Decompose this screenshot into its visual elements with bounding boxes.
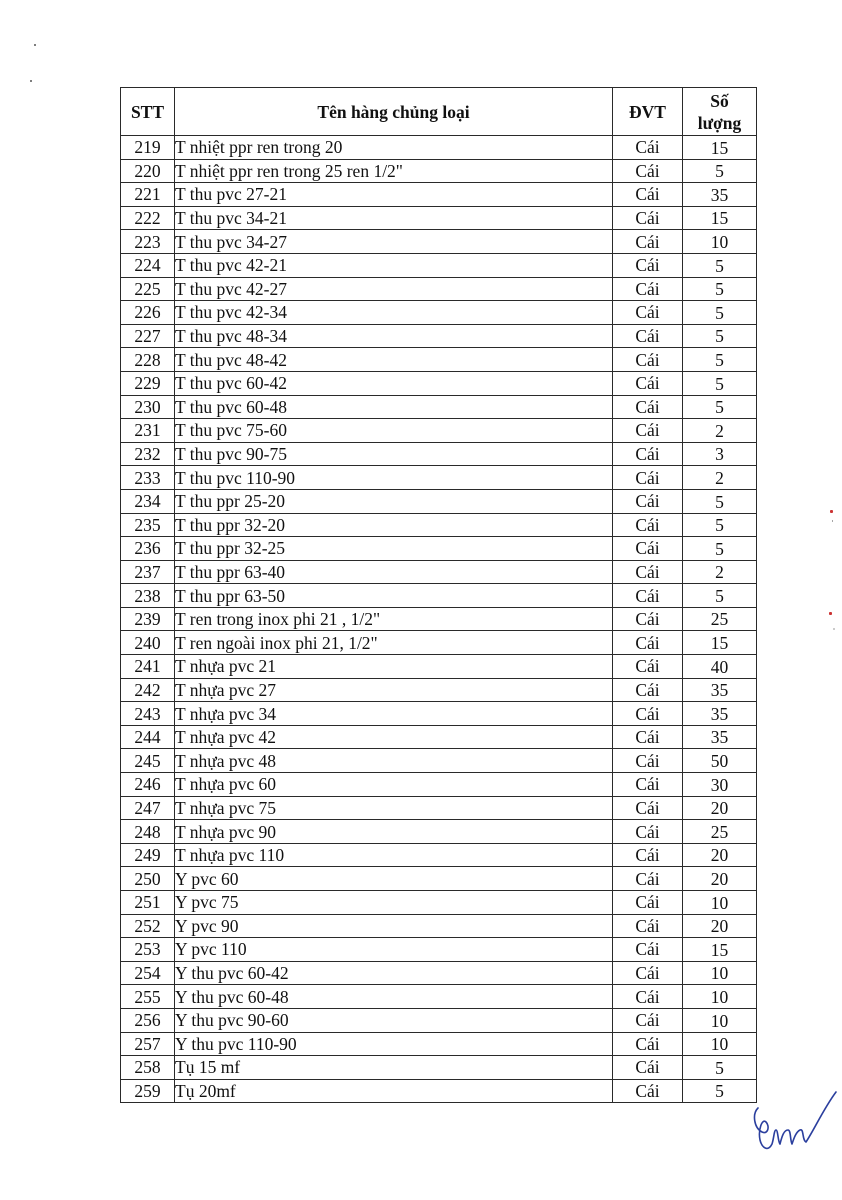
row-unit: Cái xyxy=(613,773,683,797)
table-row xyxy=(121,749,757,773)
table-row xyxy=(121,631,757,655)
row-stt: 257 xyxy=(121,1032,175,1056)
table-row xyxy=(121,702,757,726)
row-stt: 245 xyxy=(121,749,175,773)
row-stt: 258 xyxy=(121,1056,175,1080)
row-stt: 222 xyxy=(121,206,175,230)
row-item-name: Y thu pvc 60-48 xyxy=(175,985,613,1009)
scan-edge-mark xyxy=(830,510,833,513)
scan-edge-mark xyxy=(829,612,832,615)
row-unit: Cái xyxy=(613,631,683,655)
header-quantity-line1: Số xyxy=(710,90,729,111)
row-item-name: T thu pvc 34-27 xyxy=(175,230,613,254)
row-unit: Cái xyxy=(613,301,683,325)
row-quantity: 2 xyxy=(683,419,757,443)
row-item-name: T thu pvc 42-34 xyxy=(175,301,613,325)
row-item-name: T nhiệt ppr ren trong 20 xyxy=(175,136,613,160)
goods-table-header xyxy=(121,88,757,136)
table-row xyxy=(121,655,757,679)
row-stt: 227 xyxy=(121,324,175,348)
row-unit: Cái xyxy=(613,867,683,891)
row-item-name: T nhựa pvc 110 xyxy=(175,843,613,867)
row-item-name: T nhựa pvc 75 xyxy=(175,796,613,820)
row-unit: Cái xyxy=(613,891,683,915)
row-stt: 243 xyxy=(121,702,175,726)
scan-edge-mark xyxy=(833,628,835,630)
row-item-name: T nhựa pvc 21 xyxy=(175,655,613,679)
table-row xyxy=(121,820,757,844)
row-item-name: T nhiệt ppr ren trong 25 ren 1/2" xyxy=(175,159,613,183)
row-quantity: 5 xyxy=(683,371,757,395)
table-row xyxy=(121,867,757,891)
row-item-name: Y pvc 110 xyxy=(175,938,613,962)
row-item-name: T nhựa pvc 34 xyxy=(175,702,613,726)
row-stt: 256 xyxy=(121,1008,175,1032)
table-row xyxy=(121,1032,757,1056)
row-unit: Cái xyxy=(613,371,683,395)
row-quantity: 2 xyxy=(683,466,757,490)
table-row xyxy=(121,796,757,820)
row-item-name: T thu ppr 63-50 xyxy=(175,584,613,608)
row-item-name: T thu pvc 42-27 xyxy=(175,277,613,301)
table-row xyxy=(121,513,757,537)
table-row xyxy=(121,277,757,301)
row-stt: 247 xyxy=(121,796,175,820)
row-item-name: T thu pvc 90-75 xyxy=(175,442,613,466)
row-stt: 228 xyxy=(121,348,175,372)
row-unit: Cái xyxy=(613,584,683,608)
row-unit: Cái xyxy=(613,749,683,773)
header-unit: ĐVT xyxy=(613,88,683,136)
row-unit: Cái xyxy=(613,348,683,372)
row-unit: Cái xyxy=(613,419,683,443)
row-item-name: T nhựa pvc 27 xyxy=(175,678,613,702)
table-row xyxy=(121,891,757,915)
row-unit: Cái xyxy=(613,1056,683,1080)
row-unit: Cái xyxy=(613,796,683,820)
row-unit: Cái xyxy=(613,183,683,207)
header-item-name: Tên hàng chủng loại xyxy=(175,88,613,136)
row-stt: 220 xyxy=(121,159,175,183)
row-quantity: 50 xyxy=(683,749,757,773)
row-item-name: T ren trong inox phi 21 , 1/2" xyxy=(175,607,613,631)
row-item-name: T thu ppr 32-20 xyxy=(175,513,613,537)
row-unit: Cái xyxy=(613,914,683,938)
table-row xyxy=(121,985,757,1009)
row-stt: 240 xyxy=(121,631,175,655)
row-unit: Cái xyxy=(613,230,683,254)
row-quantity: 20 xyxy=(683,796,757,820)
goods-table xyxy=(120,87,757,1103)
row-item-name: T thu pvc 48-42 xyxy=(175,348,613,372)
header-quantity-line2: lượng xyxy=(697,112,742,133)
row-stt: 238 xyxy=(121,584,175,608)
row-item-name: T thu pvc 27-21 xyxy=(175,183,613,207)
row-stt: 231 xyxy=(121,419,175,443)
row-quantity: 30 xyxy=(683,773,757,797)
row-stt: 252 xyxy=(121,914,175,938)
row-stt: 253 xyxy=(121,938,175,962)
row-item-name: Y pvc 60 xyxy=(175,867,613,891)
row-unit: Cái xyxy=(613,513,683,537)
row-quantity: 5 xyxy=(683,489,757,513)
row-item-name: Tụ 20mf xyxy=(175,1079,613,1103)
row-quantity: 10 xyxy=(683,985,757,1009)
row-quantity: 20 xyxy=(683,843,757,867)
row-item-name: T thu ppr 25-20 xyxy=(175,489,613,513)
row-unit: Cái xyxy=(613,1032,683,1056)
table-row xyxy=(121,938,757,962)
handwritten-signature xyxy=(748,1078,838,1168)
row-unit: Cái xyxy=(613,206,683,230)
row-stt: 255 xyxy=(121,985,175,1009)
table-row xyxy=(121,230,757,254)
row-unit: Cái xyxy=(613,136,683,160)
row-stt: 233 xyxy=(121,466,175,490)
row-stt: 229 xyxy=(121,371,175,395)
table-row xyxy=(121,1056,757,1080)
row-item-name: T nhựa pvc 42 xyxy=(175,725,613,749)
table-row xyxy=(121,537,757,561)
row-stt: 224 xyxy=(121,253,175,277)
row-quantity: 15 xyxy=(683,136,757,160)
table-row xyxy=(121,395,757,419)
row-quantity: 5 xyxy=(683,277,757,301)
row-item-name: Y pvc 75 xyxy=(175,891,613,915)
row-quantity: 10 xyxy=(683,961,757,985)
row-stt: 254 xyxy=(121,961,175,985)
row-item-name: T ren ngoài inox phi 21, 1/2" xyxy=(175,631,613,655)
row-item-name: T thu pvc 34-21 xyxy=(175,206,613,230)
row-unit: Cái xyxy=(613,159,683,183)
table-row xyxy=(121,489,757,513)
header-row xyxy=(121,88,757,136)
table-row xyxy=(121,843,757,867)
table-row xyxy=(121,678,757,702)
row-item-name: T nhựa pvc 60 xyxy=(175,773,613,797)
row-stt: 239 xyxy=(121,607,175,631)
row-item-name: T thu ppr 63-40 xyxy=(175,560,613,584)
row-unit: Cái xyxy=(613,985,683,1009)
row-quantity: 5 xyxy=(683,537,757,561)
row-item-name: T nhựa pvc 90 xyxy=(175,820,613,844)
row-unit: Cái xyxy=(613,395,683,419)
row-unit: Cái xyxy=(613,725,683,749)
row-stt: 241 xyxy=(121,655,175,679)
row-stt: 219 xyxy=(121,136,175,160)
row-stt: 249 xyxy=(121,843,175,867)
row-item-name: Y thu pvc 110-90 xyxy=(175,1032,613,1056)
table-row xyxy=(121,773,757,797)
row-stt: 244 xyxy=(121,725,175,749)
row-stt: 235 xyxy=(121,513,175,537)
row-stt: 226 xyxy=(121,301,175,325)
row-stt: 246 xyxy=(121,773,175,797)
table-row xyxy=(121,961,757,985)
row-unit: Cái xyxy=(613,820,683,844)
table-row xyxy=(121,348,757,372)
row-quantity: 5 xyxy=(683,301,757,325)
row-unit: Cái xyxy=(613,489,683,513)
row-quantity: 25 xyxy=(683,607,757,631)
row-stt: 259 xyxy=(121,1079,175,1103)
row-item-name: T thu pvc 60-48 xyxy=(175,395,613,419)
row-item-name: T thu ppr 32-25 xyxy=(175,537,613,561)
row-stt: 236 xyxy=(121,537,175,561)
table-row xyxy=(121,914,757,938)
row-unit: Cái xyxy=(613,961,683,985)
row-stt: 225 xyxy=(121,277,175,301)
row-unit: Cái xyxy=(613,277,683,301)
row-quantity: 3 xyxy=(683,442,757,466)
row-item-name: T thu pvc 48-34 xyxy=(175,324,613,348)
row-quantity: 10 xyxy=(683,891,757,915)
row-stt: 234 xyxy=(121,489,175,513)
row-quantity: 5 xyxy=(683,584,757,608)
row-quantity: 35 xyxy=(683,702,757,726)
row-quantity: 5 xyxy=(683,1079,757,1103)
row-item-name: T thu pvc 110-90 xyxy=(175,466,613,490)
row-unit: Cái xyxy=(613,702,683,726)
row-quantity: 15 xyxy=(683,206,757,230)
row-quantity: 10 xyxy=(683,230,757,254)
scan-speck xyxy=(30,80,32,82)
row-item-name: Tụ 15 mf xyxy=(175,1056,613,1080)
scan-edge-mark xyxy=(832,520,833,522)
row-quantity: 35 xyxy=(683,183,757,207)
row-quantity: 5 xyxy=(683,395,757,419)
table-row xyxy=(121,324,757,348)
row-stt: 223 xyxy=(121,230,175,254)
table-row xyxy=(121,560,757,584)
row-quantity: 5 xyxy=(683,159,757,183)
row-quantity: 5 xyxy=(683,348,757,372)
row-quantity: 5 xyxy=(683,513,757,537)
table-row xyxy=(121,442,757,466)
row-unit: Cái xyxy=(613,843,683,867)
row-quantity: 15 xyxy=(683,631,757,655)
row-item-name: Y pvc 90 xyxy=(175,914,613,938)
row-stt: 242 xyxy=(121,678,175,702)
header-quantity xyxy=(683,88,757,136)
row-unit: Cái xyxy=(613,678,683,702)
row-item-name: T thu pvc 75-60 xyxy=(175,419,613,443)
row-unit: Cái xyxy=(613,1008,683,1032)
table-row xyxy=(121,136,757,160)
row-stt: 230 xyxy=(121,395,175,419)
row-quantity: 2 xyxy=(683,560,757,584)
scan-speck xyxy=(34,44,36,46)
row-quantity: 10 xyxy=(683,1032,757,1056)
row-stt: 232 xyxy=(121,442,175,466)
header-stt: STT xyxy=(121,88,175,136)
row-unit: Cái xyxy=(613,607,683,631)
table-row xyxy=(121,1079,757,1103)
row-unit: Cái xyxy=(613,1079,683,1103)
row-item-name: T nhựa pvc 48 xyxy=(175,749,613,773)
row-item-name: T thu pvc 42-21 xyxy=(175,253,613,277)
row-item-name: T thu pvc 60-42 xyxy=(175,371,613,395)
table-row xyxy=(121,159,757,183)
row-quantity: 20 xyxy=(683,914,757,938)
row-quantity: 35 xyxy=(683,725,757,749)
row-unit: Cái xyxy=(613,560,683,584)
table-row xyxy=(121,371,757,395)
row-unit: Cái xyxy=(613,655,683,679)
row-quantity: 20 xyxy=(683,867,757,891)
row-quantity: 35 xyxy=(683,678,757,702)
row-quantity: 5 xyxy=(683,1056,757,1080)
table-row xyxy=(121,466,757,490)
row-quantity: 25 xyxy=(683,820,757,844)
row-unit: Cái xyxy=(613,938,683,962)
row-item-name: Y thu pvc 60-42 xyxy=(175,961,613,985)
row-stt: 250 xyxy=(121,867,175,891)
table-row xyxy=(121,183,757,207)
row-quantity: 15 xyxy=(683,938,757,962)
table-row xyxy=(121,1008,757,1032)
row-stt: 237 xyxy=(121,560,175,584)
row-stt: 248 xyxy=(121,820,175,844)
row-unit: Cái xyxy=(613,442,683,466)
table-row xyxy=(121,584,757,608)
row-unit: Cái xyxy=(613,253,683,277)
table-row xyxy=(121,419,757,443)
row-stt: 221 xyxy=(121,183,175,207)
row-quantity: 5 xyxy=(683,324,757,348)
table-row xyxy=(121,301,757,325)
table-row xyxy=(121,253,757,277)
table-row xyxy=(121,206,757,230)
row-unit: Cái xyxy=(613,537,683,561)
goods-table-body xyxy=(121,136,757,1103)
row-quantity: 5 xyxy=(683,253,757,277)
table-row xyxy=(121,725,757,749)
table-row xyxy=(121,607,757,631)
row-item-name: Y thu pvc 90-60 xyxy=(175,1008,613,1032)
row-quantity: 40 xyxy=(683,655,757,679)
row-stt: 251 xyxy=(121,891,175,915)
row-quantity: 10 xyxy=(683,1008,757,1032)
row-unit: Cái xyxy=(613,466,683,490)
row-unit: Cái xyxy=(613,324,683,348)
